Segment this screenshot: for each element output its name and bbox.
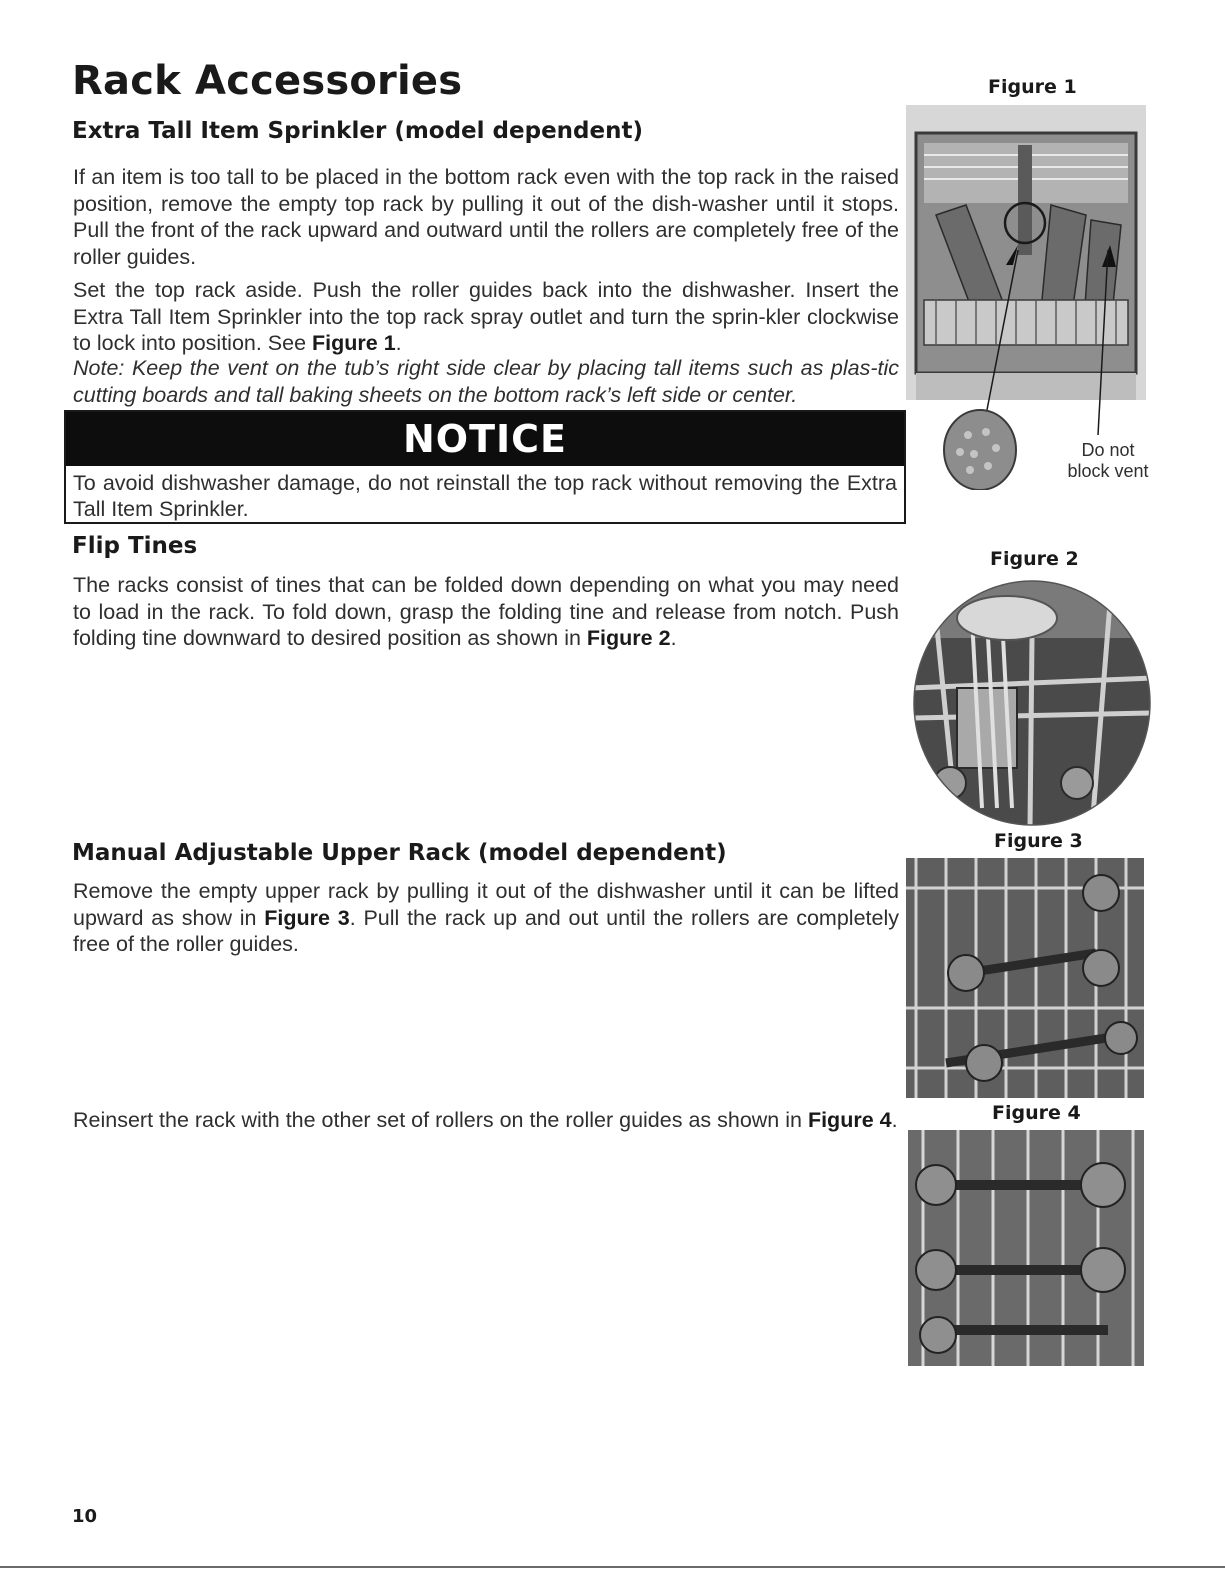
- section1-note: Note: Keep the vent on the tub’s right side clear by placing tall items such as plas-tic cutting boards and tall baking sheets on the bottom rack’s left side or center.: [73, 356, 899, 407]
- section3-para2-text: Reinsert the rack with the other set of rollers on the roller guides as shown in: [73, 1108, 808, 1132]
- section1-paragraph-2: [73, 277, 899, 357]
- section2-paragraph: [73, 572, 899, 652]
- figure-2-reference: Figure 2: [586, 626, 671, 650]
- notice-heading: NOTICE: [66, 412, 904, 466]
- notice-box: [64, 410, 906, 524]
- figure-3-label: Figure 3: [994, 830, 1083, 852]
- figure-1-label: Figure 1: [988, 76, 1077, 98]
- figure-4-rack-rollers-image: [908, 1130, 1144, 1366]
- figure-2-flip-tine-image: [912, 578, 1152, 828]
- figure-4-label: Figure 4: [992, 1102, 1081, 1124]
- figure-4-reference: Figure 4: [807, 1108, 892, 1132]
- do-not-block-vent-callout: Do not block vent: [1067, 440, 1149, 481]
- section-heading-extra-tall-sprinkler: Extra Tall Item Sprinkler (model dependent): [72, 118, 643, 144]
- section3-para1-text: Remove the empty upper rack by pulling it out of the dishwasher until it can be lifted upward as show in: [73, 879, 899, 930]
- bottom-rule: [0, 1566, 1225, 1568]
- section3-paragraph-2: [73, 1107, 899, 1134]
- section-heading-manual-adjustable-rack: Manual Adjustable Upper Rack (model dependent): [72, 840, 727, 866]
- section1-para2-end: .: [395, 331, 402, 355]
- figure-1-reference: Figure 1: [312, 331, 396, 355]
- figure-3-reference: Figure 3: [264, 905, 350, 930]
- page-title: Rack Accessories: [72, 58, 463, 104]
- section2-para-text: The racks consist of tines that can be folded down depending on what you may need to load in the rack. To fold down, grasp the folding tine and release from notch. Push folding tine downward to desired position as shown in: [73, 573, 899, 650]
- section1-para2-text: Set the top rack aside. Push the roller guides back into the dishwasher. Insert the Extra Tall Item Sprinkler into the top rack spray outlet and turn the sprin-kler clockwise to lock into position. See: [73, 278, 899, 355]
- section3-paragraph-1: [73, 878, 899, 958]
- section3-para1-end: . Pull the rack up and out until the rollers are completely free of the roller guides.: [73, 905, 899, 956]
- page-number: 10: [72, 1506, 98, 1527]
- figure-3-rack-rollers-image: [906, 858, 1144, 1098]
- section3-para2-end: .: [891, 1108, 898, 1132]
- figure-2-label: Figure 2: [990, 548, 1079, 570]
- section1-paragraph-1: If an item is too tall to be placed in the bottom rack even with the top rack in the raised position, remove the empty top rack by pulling it out of the dish-washer until it stops. Pull the front of the rack upward and outward until the rollers are completely free of the roller guides.: [73, 165, 899, 269]
- section2-para-end: .: [670, 626, 677, 650]
- notice-text: To avoid dishwasher damage, do not reinstall the top rack without removing the Extra Tall Item Sprinkler.: [73, 471, 897, 521]
- section-heading-flip-tines: Flip Tines: [72, 533, 198, 559]
